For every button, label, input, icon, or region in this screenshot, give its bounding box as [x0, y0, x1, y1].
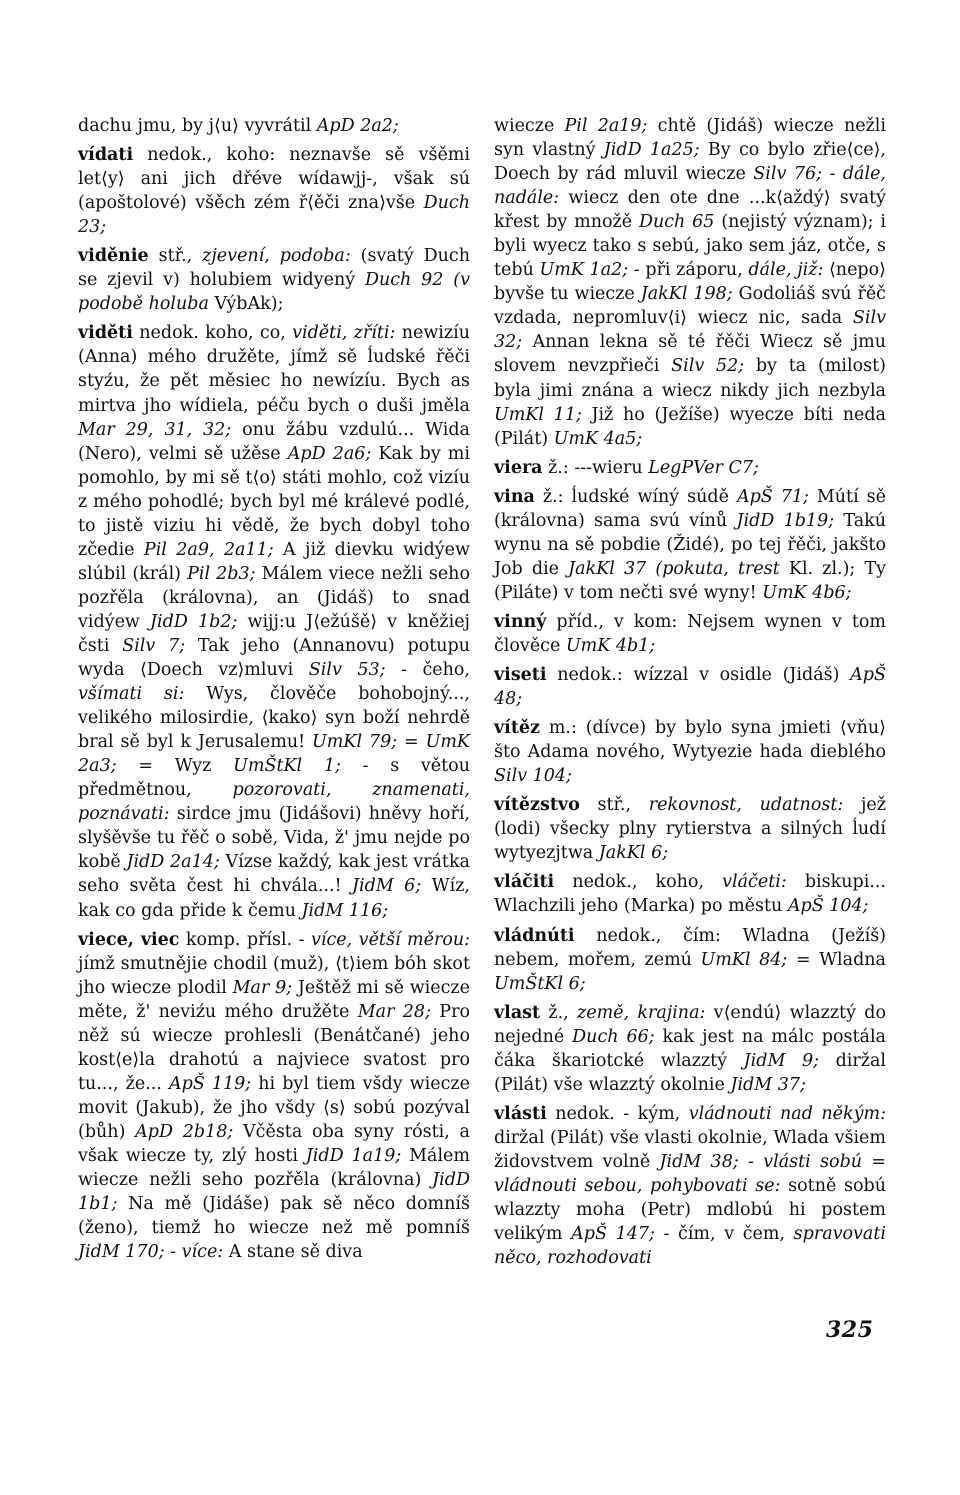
italic-text: Mar 29, 31, 32; — [78, 419, 232, 440]
italic-text: ApŠ 104; — [787, 896, 869, 917]
italic-text: dále, již: — [748, 260, 824, 281]
entry-text: Již ho (Ježíše) wyecze bíti neda (Pilát) — [494, 404, 886, 449]
entry-text: Málem wiecze nežli seho pozřěla (královna) — [78, 1145, 470, 1191]
italic-text: JidM 116; — [301, 900, 389, 921]
entry-text: (svatý Duch se zjevil v) holubiem widyený — [78, 246, 470, 291]
italic-text: pozorovati, znamenati, poznávati: — [78, 780, 470, 825]
italic-text: JidD 1b1; — [78, 1170, 470, 1215]
italic-text: vládnouti nad někým: — [688, 1103, 886, 1124]
italic-text: Silv 32; — [494, 308, 886, 353]
italic-text: rekovnost, udatnost: — [648, 795, 844, 816]
italic-text: UmK 4a5; — [553, 428, 643, 449]
italic-text: ApŠ 147; — [571, 1224, 655, 1245]
entry-headword: viseti — [494, 665, 547, 686]
entry-text: hi byl tiem všdy wiecze movit (Jakub), že jho všdy ⟨s⟩ sobú pozýval (bůh) — [78, 1073, 470, 1142]
italic-text: Mar 28; — [357, 1001, 431, 1022]
entry-text: Ještěž mi sě wiecze měte, ž' neviźu mého družěte — [78, 977, 471, 1022]
italic-text: vláčeti: — [722, 872, 787, 893]
dictionary-entry — [494, 1102, 886, 1270]
entry-text: newizíu (Anna) mého družěte, jímž sě ĺudské řěči styźu, že pět měsiec ho newízíu. Bych as mirtva jho wídiela, péču bych o duši jměla — [78, 323, 470, 416]
entry-text: ž.: ---wieru — [542, 457, 649, 478]
italic-text: JakKl 37 (pokuta, trest — [568, 558, 780, 579]
dictionary-entry — [78, 114, 470, 138]
italic-text: UmKl 84; = — [700, 949, 811, 970]
dictionary-entry — [78, 244, 470, 316]
italic-text: více: — [181, 1242, 224, 1263]
italic-text: JidD 1a19; — [305, 1145, 402, 1166]
entry-text: A již dievku widýew slúbil (král) — [78, 539, 470, 584]
entry-text: VýbAk); — [208, 294, 284, 315]
entry-text: sirdce jmu (Jidášovi) hněvy hoří, slyšěvše tu řěč o sobě, Vida, ž' jmu nejde po kobě — [78, 804, 470, 873]
italic-text: LegPVer C7; — [648, 457, 759, 478]
entry-text: m.: (dívce) by bylo syna jmieti ⟨vňu⟩što Adama nového, Wytyezie hada dieblého — [494, 718, 886, 763]
entry-text: sotně sobú wlazzty moha (Petr) mdlobú hi postem velikým — [494, 1175, 886, 1245]
italic-text: UmK 1a2; — [539, 260, 629, 281]
entry-text: Mútí sě (královna) sama svú vínů — [494, 486, 886, 531]
entry-headword: vinný — [494, 611, 547, 632]
dictionary-entry — [494, 610, 886, 658]
italic-text: JidM 37; — [730, 1074, 806, 1095]
dictionary-entry — [494, 924, 886, 996]
entry-text: stř., — [579, 795, 649, 816]
italic-text: JidM 38; — [659, 1151, 739, 1172]
dictionary-entry — [494, 456, 886, 480]
dictionary-entry — [494, 114, 886, 451]
entry-text: jež (lodi) všecky plny rytierstva a silných ĺudí wytyezjtwa — [494, 795, 886, 864]
dictionary-entry — [494, 485, 886, 605]
entry-text: by ta (milost) byla jimi znána a wiecz nikdy jich nezbyla — [494, 356, 886, 401]
entry-text: By co bylo zřie⟨ce⟩, Doech by rád mluvil wiecze — [494, 140, 886, 185]
entry-text: wiecze — [494, 116, 565, 136]
italic-text: UmŠtKl 6; — [494, 973, 586, 994]
italic-text: Mar 9; — [232, 977, 293, 998]
italic-text: UmKl 11; — [494, 404, 582, 425]
entry-headword: vina — [494, 486, 535, 507]
entry-headword: vítěz — [494, 718, 540, 739]
italic-text: zjevení, podoba: — [202, 246, 351, 267]
italic-text: ApŠ 71; — [736, 486, 809, 507]
entry-text: = Wyz — [116, 756, 234, 777]
entry-text: Pro něž sú wiecze prohlesli (Benátčané) jeho kost⟨e⟩la drahotú a najviece svatost pro tu..., že... — [78, 1001, 470, 1094]
dictionary-entry — [78, 321, 470, 922]
italic-text: JakKl 6; — [598, 843, 669, 864]
italic-text: dále, nadále: — [494, 164, 886, 209]
dictionary-entry — [494, 663, 886, 711]
italic-text: Silv 104; — [494, 766, 572, 787]
entry-text: Tak jeho (Annanovu) potupu wyda ⟨Doech vz⟩mluvi — [78, 635, 470, 681]
entry-headword: vlast — [494, 1002, 541, 1023]
italic-text: ApŠ 119; — [168, 1073, 252, 1094]
entry-text: - — [164, 1242, 182, 1263]
entry-text: Wladna — [810, 949, 886, 970]
entry-text: ž., — [540, 1002, 577, 1023]
italic-text: všímati si: — [78, 684, 185, 705]
entry-text: wiecz den ote dne ...k⟨aždý⟩ svatý křest by množě — [494, 188, 886, 233]
entry-text: stř., — [148, 246, 203, 267]
italic-text: Duch 65 — [638, 212, 715, 233]
left-column — [78, 114, 470, 1264]
entry-text: Kl. zl.); Ty (Piláte) v tom nečti své wyny! — [494, 558, 886, 603]
italic-text: JidM 9; — [743, 1050, 820, 1071]
dictionary-entry — [494, 793, 886, 865]
entry-headword: vládnúti — [494, 925, 575, 946]
italic-text: Duch 92 (v podobě holuba — [78, 270, 470, 315]
italic-text: Duch 66; — [572, 1026, 655, 1047]
entry-text: wijj:u J⟨ežúšě⟩ v kněžiej čsti — [78, 611, 470, 656]
entry-text: Vízse každý, kak jest vrátka seho světa čest hi chvála...! — [78, 852, 470, 897]
italic-text: Silv 53; — [308, 660, 386, 681]
entry-text: příd., v kom: Nejsem wynen v tom člověce — [494, 611, 886, 656]
entry-text: Wíz, kak co gda přide k čemu — [78, 876, 470, 921]
italic-text: více, větší měrou: — [311, 929, 471, 950]
entry-text: - při záporu, — [628, 260, 749, 281]
entry-text: ž.: ĺudské wíný súdě — [534, 486, 737, 507]
entry-text: - s větou předmětnou, — [78, 756, 470, 801]
dictionary-entry — [494, 1001, 886, 1097]
italic-text: JidD 1a25; — [603, 140, 700, 161]
entry-text: nedok., koho: neznavše sě všěmi let⟨y⟩ ani jich dřéve wídawjj-, však sú (apoštolové) všěch zém ř⟨ěči zna⟩vše — [78, 145, 470, 214]
italic-text: Pil 2a19; — [564, 116, 648, 136]
entry-text: - — [738, 1151, 764, 1172]
entry-text: biskupi... Wlachzili jeho (Marka) po městu — [494, 872, 886, 917]
italic-text: spravovati něco, rozhodovati — [494, 1224, 886, 1269]
italic-text: JakKl 198; — [640, 284, 733, 305]
entry-text: nedok., čím: Wladna (Ježíš) nebem, mořem, zemú — [494, 925, 886, 970]
entry-text: Godoliáš svú řěč vzdada, nepromluv⟨i⟩ wiecz nic, sada — [494, 284, 886, 329]
italic-text: UmŠtKl 1; — [233, 756, 341, 777]
dictionary-entry — [494, 870, 886, 918]
dictionary-entry — [494, 716, 886, 788]
entry-text: - čím, v čem, — [654, 1224, 794, 1245]
entry-text: Včěsta oba syny rósti, a však wiecze ty, zlý hosti — [78, 1121, 470, 1166]
italic-text: ApŠ 48; — [494, 665, 886, 710]
italic-text: JidM 170; — [78, 1242, 165, 1263]
italic-text: ApD 2a6; — [287, 443, 372, 464]
entry-text: diržal (Pilát) vše vlasti okolnie, Wlada všiem židovstvem volně — [494, 1127, 886, 1172]
italic-text: Duch 23; — [78, 193, 470, 238]
entry-text: diržal (Pilát) vše wlazztý okolnie — [494, 1050, 887, 1095]
entry-headword: viece, viec — [78, 929, 180, 950]
entry-headword: vítězstvo — [494, 795, 580, 816]
italic-text: JidM 6; — [352, 876, 422, 897]
italic-text: Pil 2b3; — [187, 563, 256, 584]
entry-text: Kak by mi pomohlo, by mi sě t⟨o⟩ státi mohlo, což vizíu z mého pohodlé; bych byl mé králevé podlé, to jistě viziu hi vědě, že bych dobyl toho zčedie — [78, 443, 470, 560]
italic-text: UmK 4b1; — [565, 635, 656, 656]
entry-headword: vlásti — [494, 1103, 547, 1124]
entry-headword: vláčiti — [494, 872, 555, 893]
italic-text: ApD 2b18; — [135, 1121, 234, 1142]
entry-headword: viděnie — [78, 246, 149, 267]
italic-text: země, krajina: — [577, 1002, 706, 1023]
entry-text: onu žábu vzdulú... Wida (Nero), velmi sě užěse — [78, 419, 470, 464]
entry-text: dachu jmu, by j⟨u⟩ vyvrátil — [78, 116, 317, 136]
entry-text: Takú wynu na sě pobdie (Židé), po tej řěči, jakšto Job die — [494, 510, 887, 579]
italic-text: vlásti sobú = vládnouti sebou, pohybovati se: — [494, 1151, 886, 1196]
entry-text: A stane sě diva — [223, 1242, 363, 1263]
entry-text: v⟨endú⟩ wlazztý do nejedné — [494, 1002, 886, 1047]
italic-text: Silv 76; — [753, 164, 822, 185]
entry-text: - — [821, 164, 843, 185]
entry-headword: viera — [494, 457, 543, 478]
italic-text: JidD 2a14; — [126, 852, 220, 873]
entry-text: (nejistý význam); i byli wyecz tako s sebú, jako sem jáz, otče, s tebú — [494, 212, 886, 281]
entry-text: jímž smutnějie chodil (muž), ⟨t⟩iem bóh skot jho wiecze plodil — [78, 953, 470, 998]
dictionary-entry — [78, 928, 470, 1265]
italic-text: ApD 2a2; — [316, 116, 399, 136]
right-column — [494, 114, 886, 1270]
entry-text: nedok., koho, — [554, 872, 723, 893]
entry-text: - čeho, — [385, 660, 470, 681]
entry-text: nedok. koho, co, — [132, 323, 293, 344]
entry-headword: vídati — [78, 145, 134, 166]
entry-text: Málem viece nežli seho pozřěla (královna), an (Jidáš) to snad vidýew — [78, 563, 470, 632]
entry-text: ⟨nepo⟩byvše tu wiecze — [494, 260, 887, 305]
entry-text: komp. přísl. - — [179, 929, 312, 950]
italic-text: Pil 2a9, 2a11; — [143, 539, 274, 560]
italic-text: UmK 4b6; — [762, 582, 852, 603]
entry-text: Annan lekna sě té řěči Wiecz sě jmu slovem nevzpřieči — [494, 332, 886, 377]
italic-text: Silv 52; — [671, 356, 745, 377]
italic-text: Silv 7; — [122, 635, 186, 656]
italic-text: UmKl 79; = UmK 2a3; — [78, 732, 471, 777]
italic-text: JidD 1b19; — [736, 510, 835, 531]
italic-text: JidD 1b2; — [150, 611, 238, 632]
entry-text: nedok.: wízzal v osidle (Jidáš) — [546, 665, 851, 686]
entry-text: chtě (Jidáš) wiecze nežli syn vlastný — [494, 116, 887, 161]
italic-text: viděti, zříti: — [292, 323, 396, 344]
entry-headword: viděti — [78, 323, 133, 344]
dictionary-entry — [78, 143, 470, 239]
page-number: 325 — [826, 1317, 874, 1343]
entry-text: nedok. - kým, — [546, 1103, 689, 1124]
entry-text: Na mě (Jidáše) pak sě něco domníš (ženo), tiemž ho wiecze než mě pomníš — [78, 1194, 470, 1239]
entry-text: Wys, člověče bohobojný..., velikého milosirdie, ⟨kako⟩ syn boží nehrdě bral sě byl k Jerusalemu! — [78, 684, 470, 753]
entry-text: kak jest na málc postála čáka škariotcké wlazztý — [494, 1026, 886, 1071]
